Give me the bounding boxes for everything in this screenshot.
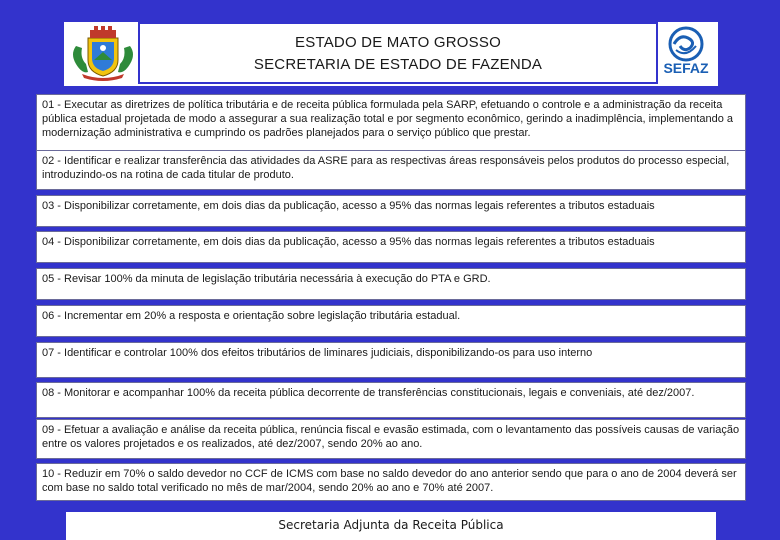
objective-item-10: 10 - Reduzir em 70% o saldo devedor no CCF de ICMS com base no saldo devedor do ano anterior sendo que para o ano de 2004 deverá ser com base no saldo total verificado no mês de mar/2004, sendo 20% ao ano e 70% até 2007.	[36, 463, 746, 501]
objective-item-03: 03 - Disponibilizar corretamente, em dois dias da publicação, acesso a 95% das normas legais referentes a tributos estaduais	[36, 195, 746, 227]
header-banner	[64, 22, 718, 86]
objective-item-08: 08 - Monitorar e acompanhar 100% da receita pública decorrente de transferências constitucionais, legais e conveniais, até dez/2007.	[36, 382, 746, 418]
secretariat-title: SECRETARIA DE ESTADO DE FAZENDA	[253, 56, 543, 73]
objective-item-04: 04 - Disponibilizar corretamente, em dois dias da publicação, acesso a 95% das normas legais referentes a tributos estaduais	[36, 231, 746, 263]
title-box	[138, 22, 658, 84]
state-coat-of-arms-icon	[68, 24, 138, 82]
sefaz-logo-icon	[656, 24, 716, 82]
objective-item-09: 09 - Efetuar a avaliação e análise da receita pública, renúncia fiscal e evasão estimada, com o levantamento das possíveis causas de variação entre os valores projetados e os realizados, até dez/2007, sendo 20% ao ano.	[36, 419, 746, 459]
objective-item-07: 07 - Identificar e controlar 100% dos efeitos tributários de liminares judiciais, disponibilizando-os para uso interno	[36, 342, 746, 378]
objective-item-05: 05 - Revisar 100% da minuta de legislação tributária necessária à execução do PTA e GRD.	[36, 268, 746, 300]
objective-item-06: 06 - Incrementar em 20% a resposta e orientação sobre legislação tributária estadual.	[36, 305, 746, 337]
objective-item-01: 01 - Executar as diretrizes de política tributária e de receita pública formulada pela SARP, efetuando o controle e a administração da receita pública estadual projetada de modo a assegurar a sua realização total e por segmento econômico, gerindo a inadimplência, implementando a modernização administrativa e cumprindo os padrões planejados para o serviço público que prestar.	[36, 94, 746, 152]
state-title: ESTADO DE MATO GROSSO	[295, 34, 501, 51]
objective-item-02: 02 - Identificar e realizar transferência das atividades da ASRE para as respectivas áreas responsáveis pelos produtos do processo especial, introduzindo-os na rotina de cada titular de produto.	[36, 150, 746, 190]
footer-bar	[66, 510, 716, 540]
footer-text: Secretaria Adjunta da Receita Pública	[278, 518, 504, 532]
objectives-list	[36, 94, 746, 512]
sefaz-logo-text: SEFAZ	[663, 60, 709, 76]
